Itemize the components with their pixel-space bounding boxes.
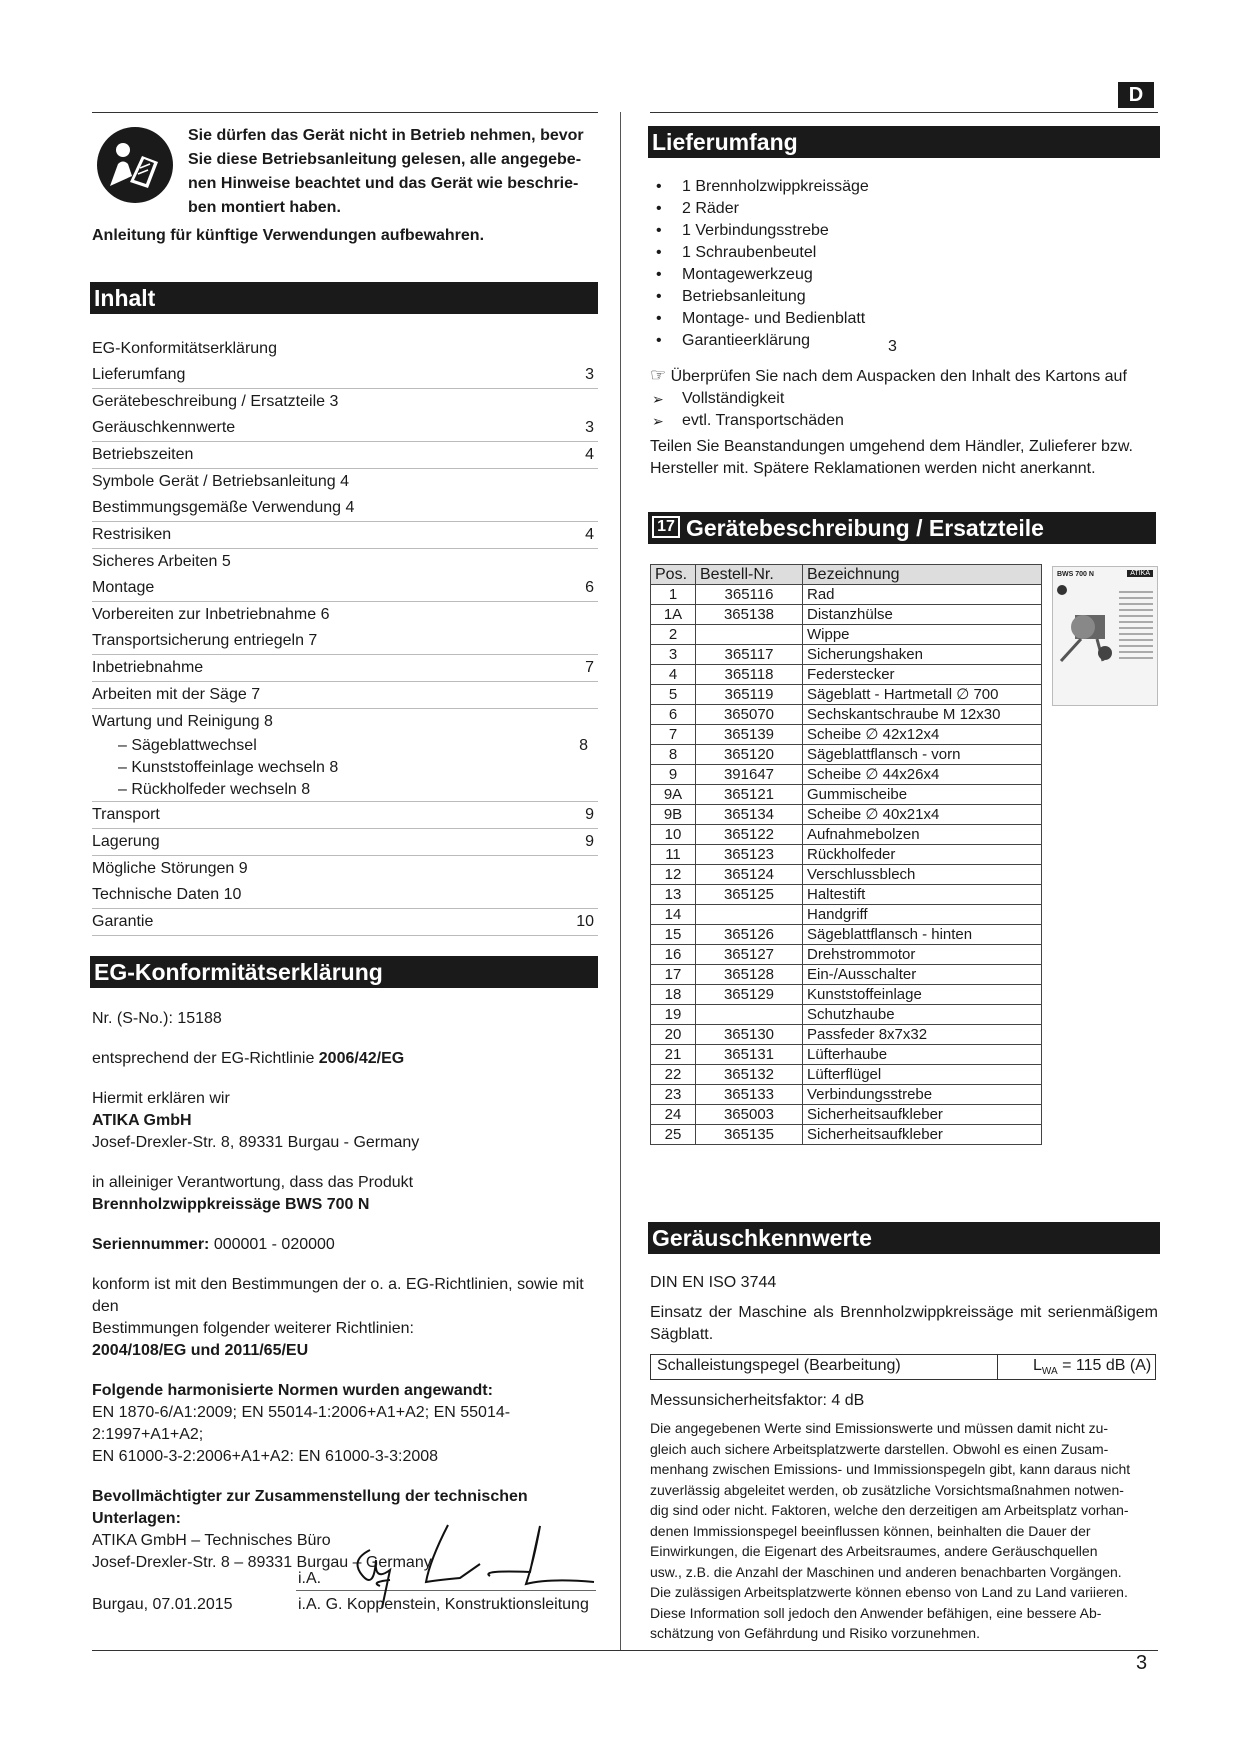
table-row: [651, 585, 1042, 605]
cell-order-no: 365121: [696, 785, 803, 805]
cell-description: Lüfterflügel: [803, 1065, 1042, 1085]
cell-pos: 17: [651, 965, 696, 985]
cell-order-no: [696, 625, 803, 645]
table-row: [651, 765, 1042, 785]
list-item: • Montagewerkzeug: [650, 264, 1130, 286]
bottom-rule: [92, 1650, 1158, 1651]
para-line: Die angegebenen Werte sind Emissionswerte und müssen damit nicht zu-: [650, 1420, 1109, 1436]
list-item: • Betriebsanleitung: [650, 286, 1130, 308]
toc-sub-item[interactable]: [92, 779, 598, 802]
cell-description: Scheibe ∅ 44x26x4: [803, 765, 1042, 785]
column-header-pos: Pos.: [651, 565, 696, 585]
noise-usage-line: Einsatz der Maschine als Brennholzwippkreissäge mit serienmäßigem: [650, 1304, 1158, 1321]
cell-order-no: 365138: [696, 605, 803, 625]
page-number: 3: [1136, 1652, 1148, 1674]
section-heading-lieferumfang: Lieferumfang: [648, 126, 1160, 158]
cell-order-no: 365123: [696, 845, 803, 865]
toc-page: 3: [585, 366, 594, 383]
cell-description: Kunststoffeinlage: [803, 985, 1042, 1005]
authorized-line: ATIKA GmbH – Technisches Büro: [92, 1532, 331, 1549]
toc-item[interactable]: [92, 829, 598, 856]
cell-pos: 3: [651, 645, 696, 665]
toc-label: Transportsicherung entriegeln 7: [92, 632, 318, 649]
table-row: [651, 965, 1042, 985]
declaration-nr: Nr. (S-No.): 15188: [92, 1010, 222, 1027]
noise-usage-line: Sägblatt.: [650, 1326, 714, 1343]
saw-illustration-icon: [1057, 605, 1117, 665]
cell-description: Sechskantschraube M 12x30: [803, 705, 1042, 725]
check-list: [650, 388, 1130, 432]
declaration-intro: Hiermit erklären wir: [92, 1090, 230, 1107]
cell-order-no: 365122: [696, 825, 803, 845]
toc-label: Arbeiten mit der Säge 7: [92, 686, 261, 703]
declaration-body: [92, 1008, 612, 1574]
table-row: [651, 845, 1042, 865]
table-of-contents: [92, 336, 598, 936]
cell-pos: 25: [651, 1125, 696, 1145]
list-item: • 2 Räder: [650, 198, 1130, 220]
table-row: [651, 825, 1042, 845]
check-text: Überprüfen Sie nach dem Auspacken den Inhalt des Kartons auf: [670, 368, 1127, 385]
toc-page: 7: [585, 659, 594, 676]
warning-line: Sie dürfen das Gerät nicht in Betrieb nehmen, bevor: [188, 127, 584, 144]
cell-description: Gummischeibe: [803, 785, 1042, 805]
para-line: gleich auch sichere Arbeitsplatzwerte darstellen. Obwohl es einen Zusam-: [650, 1440, 1109, 1457]
toc-label: Garantie: [92, 913, 154, 930]
thumbnail-text-lines: [1119, 587, 1153, 663]
list-item: • 1 Brennholzwippkreissäge: [650, 176, 1130, 198]
cell-pos: 23: [651, 1085, 696, 1105]
cell-description: Verschlussblech: [803, 865, 1042, 885]
section-title-text: Gerätebeschreibung / Ersatzteile: [686, 515, 1044, 541]
keep-instructions: Anleitung für künftige Verwendungen aufbewahren.: [92, 227, 485, 244]
noise-norm: DIN EN ISO 3744: [650, 1274, 777, 1291]
cell-description: Distanzhülse: [803, 605, 1042, 625]
value-text: = 115 dB (A): [1057, 1357, 1152, 1374]
cell-order-no: 365070: [696, 705, 803, 725]
check-item: ➢ Vollständigkeit: [650, 388, 1130, 410]
toc-page: 4: [585, 526, 594, 543]
thumbnail-brand: ATIKA: [1127, 570, 1153, 577]
cell-pos: 9: [651, 765, 696, 785]
toc-label: Bestimmungsgemäße Verwendung 4: [92, 499, 355, 516]
cell-pos: 20: [651, 1025, 696, 1045]
cell-description: Sägeblattflansch - vorn: [803, 745, 1042, 765]
standards-line: EN 1870-6/A1:2009; EN 55014-1:2006+A1+A2; EN 55014-2:1997+A1+A2;: [92, 1404, 511, 1443]
cell-order-no: 365139: [696, 725, 803, 745]
table-row: [651, 685, 1042, 705]
toc-item[interactable]: [92, 709, 598, 735]
read-manual-icon: [96, 126, 174, 204]
language-badge: D: [1118, 82, 1154, 108]
cell-description: Federstecker: [803, 665, 1042, 685]
cell-description: Sägeblatt - Hartmetall ∅ 700: [803, 685, 1042, 705]
toc-label: Lagerung: [92, 833, 160, 850]
table-row: [651, 1045, 1042, 1065]
section-heading-konformitaet: EG-Konformitätserklärung: [90, 956, 598, 988]
table-row: [651, 745, 1042, 765]
cell-order-no: 365116: [696, 585, 803, 605]
toc-page: 10: [576, 913, 594, 930]
section-heading-geraeusch: Geräuschkennwerte: [648, 1222, 1160, 1254]
para-line: zuverlässig abgeleitet werden, ob zusätzliche Vorsichtsmaßnahmen notwen-: [650, 1481, 1124, 1498]
cell-pos: 8: [651, 745, 696, 765]
complaints-note: [650, 436, 1158, 480]
table-row: [651, 805, 1042, 825]
toc-item[interactable]: [92, 655, 598, 682]
toc-item[interactable]: [92, 856, 598, 882]
cell-order-no: 365131: [696, 1045, 803, 1065]
figure-number-badge: 17: [652, 516, 680, 538]
table-row: [651, 725, 1042, 745]
table-row: [651, 905, 1042, 925]
cell-pos: 10: [651, 825, 696, 845]
para-line: usw., z.B. die Anzahl der Maschinen und anderen benachbarten Vorgängen.: [650, 1563, 1122, 1580]
thumbnail-model: BWS 700 N: [1057, 571, 1094, 578]
stray-page-number: 3: [888, 338, 897, 355]
cell-order-no: 365003: [696, 1105, 803, 1125]
warning-line: Sie diese Betriebsanleitung gelesen, alle angegebe-: [188, 151, 582, 168]
noise-intro: [650, 1272, 1158, 1346]
toc-item[interactable]: [92, 389, 598, 415]
cell-order-no: 365126: [696, 925, 803, 945]
serial-value: 000001 - 020000: [209, 1236, 335, 1253]
authorized-title: Bevollmächtigter zur Zusammenstellung der technischen Unterlagen:: [92, 1488, 528, 1527]
cell-description: Passfeder 8x7x32: [803, 1025, 1042, 1045]
cell-description: Scheibe ∅ 42x12x4: [803, 725, 1042, 745]
company-name: ATIKA GmbH: [92, 1112, 192, 1129]
cell-description: Sicherheitsaufkleber: [803, 1105, 1042, 1125]
para-line: dig sind oder nicht. Faktoren, welche den derzeitigen am Arbeitsplatz vorhan-: [650, 1502, 1129, 1518]
declaration-responsibility: in alleiniger Verantwortung, dass das Produkt: [92, 1174, 414, 1191]
cell-description: Verbindungsstrebe: [803, 1085, 1042, 1105]
toc-label: Sicheres Arbeiten 5: [92, 553, 231, 570]
warning-line: ben montiert haben.: [188, 199, 341, 216]
list-item: • 1 Verbindungsstrebe: [650, 220, 1130, 242]
cell-order-no: 365120: [696, 745, 803, 765]
table-row: [651, 1025, 1042, 1045]
cell-description: Aufnahmebolzen: [803, 825, 1042, 845]
table-row: [651, 625, 1042, 645]
table-header-row: [651, 565, 1042, 585]
table-row: [651, 705, 1042, 725]
cell-pos: 24: [651, 1105, 696, 1125]
cell-description: Wippe: [803, 625, 1042, 645]
toc-item[interactable]: [92, 495, 598, 522]
toc-page: 4: [585, 446, 594, 463]
warning-line: nen Hinweise beachtet und das Gerät wie beschrie-: [188, 175, 579, 192]
cell-description: Sicherheitsaufkleber: [803, 1125, 1042, 1145]
toc-item[interactable]: [92, 575, 598, 602]
top-rule-left: [92, 112, 598, 113]
table-row: [651, 1005, 1042, 1025]
toc-label: Montage: [92, 579, 155, 596]
cell-pos: 7: [651, 725, 696, 745]
standards-line: EN 61000-3-2:2006+A1+A2: EN 61000-3-3:2008: [92, 1448, 439, 1465]
para-line: denen Immissionspegel beeinflussen können, beinhalten die Dauer der: [650, 1522, 1091, 1539]
toc-sub-item[interactable]: [92, 757, 598, 779]
toc-page: 8: [579, 737, 588, 754]
cell-description: Rad: [803, 585, 1042, 605]
cell-description: Sägeblattflansch - hinten: [803, 925, 1042, 945]
signer-name: i.A. G. Koppenstein, Konstruktionsleitung: [298, 1596, 589, 1613]
table-row: [651, 785, 1042, 805]
column-header-order-no: Bestell-Nr.: [696, 565, 803, 585]
cell-description: Haltestift: [803, 885, 1042, 905]
list-item: • 1 Schraubenbeutel: [650, 242, 1130, 264]
toc-label: Technische Daten 10: [92, 886, 242, 903]
cell-order-no: 365127: [696, 945, 803, 965]
table-row: [651, 1105, 1042, 1125]
table-row: [651, 605, 1042, 625]
para-line: Einwirkungen, die Eigenart des Arbeitsraumes, andere Geräuschquellen: [650, 1543, 1098, 1559]
cell-pos: 4: [651, 665, 696, 685]
table-row: [651, 945, 1042, 965]
cell-description: Sicherungshaken: [803, 645, 1042, 665]
conformity-line: konform ist mit den Bestimmungen der o. a. EG-Richtlinien, sowie mit den: [92, 1276, 584, 1315]
toc-item[interactable]: [92, 628, 598, 655]
table-row: [651, 1085, 1042, 1105]
list-item: • Montage- und Bedienblatt: [650, 308, 1130, 330]
table-row: [651, 665, 1042, 685]
directive-value: 2006/42/EG: [318, 1050, 405, 1067]
toc-label: Lieferumfang: [92, 366, 186, 383]
toc-item[interactable]: [92, 882, 598, 909]
top-rule-right: [650, 112, 1158, 113]
parts-table: [650, 564, 1042, 1145]
toc-label: – Sägeblattwechsel: [118, 737, 257, 754]
check-contents: [650, 364, 1158, 388]
toc-label: EG-Konformitätserklärung: [92, 340, 277, 357]
cell-pos: 2: [651, 625, 696, 645]
thumbnail-warning-icon: [1057, 585, 1067, 595]
serial-number: [92, 1234, 612, 1256]
toc-item[interactable]: [92, 909, 598, 936]
column-separator: [620, 112, 621, 1650]
cell-pos: 19: [651, 1005, 696, 1025]
value-subscript: WA: [1041, 1366, 1058, 1378]
table-row: [651, 1125, 1042, 1145]
toc-item[interactable]: [92, 522, 598, 549]
cell-order-no: 365132: [696, 1065, 803, 1085]
table-row: [651, 985, 1042, 1005]
company-address: Josef-Drexler-Str. 8, 89331 Burgau - Germany: [92, 1134, 420, 1151]
cell-order-no: 365130: [696, 1025, 803, 1045]
product-name: Brennholzwippkreissäge BWS 700 N: [92, 1196, 370, 1213]
toc-item[interactable]: [92, 682, 598, 709]
cell-order-no: 365125: [696, 885, 803, 905]
cell-order-no: 365134: [696, 805, 803, 825]
cell-order-no: 365118: [696, 665, 803, 685]
cell-pos: 21: [651, 1045, 696, 1065]
serial-label: Seriennummer:: [92, 1236, 210, 1253]
cell-pos: 15: [651, 925, 696, 945]
toc-label: Geräuschkennwerte: [92, 419, 236, 436]
authorized-line: Josef-Drexler-Str. 8 – 89331 Burgau – Germany: [92, 1554, 432, 1571]
toc-sub-item[interactable]: [92, 735, 598, 757]
toc-label: Symbole Gerät / Betriebsanleitung 4: [92, 473, 350, 490]
toc-item[interactable]: [92, 336, 598, 362]
toc-label: Vorbereiten zur Inbetriebnahme 6: [92, 606, 330, 623]
section-heading-geraet: [648, 512, 1156, 544]
toc-page: 9: [585, 806, 594, 823]
table-row: [651, 885, 1042, 905]
noise-table-divider: [997, 1355, 998, 1379]
cell-pos: 16: [651, 945, 696, 965]
manual-thumbnail: [1052, 566, 1158, 706]
cell-description: Scheibe ∅ 40x21x4: [803, 805, 1042, 825]
column-header-description: Bezeichnung: [803, 565, 1042, 585]
cell-order-no: 365135: [696, 1125, 803, 1145]
toc-label: – Kunststoffeinlage wechseln 8: [118, 759, 339, 776]
cell-order-no: 365119: [696, 685, 803, 705]
place-date: Burgau, 07.01.2015: [92, 1596, 233, 1613]
cell-pos: 9B: [651, 805, 696, 825]
note-line: Teilen Sie Beanstandungen umgehend dem Händler, Zulieferer bzw.: [650, 438, 1133, 455]
para-line: Die zulässigen Arbeitsplatzwerte können ebenso von Land zu Land variieren.: [650, 1584, 1128, 1600]
further-directives: 2004/108/EG und 2011/65/EU: [92, 1342, 309, 1359]
cell-order-no: 391647: [696, 765, 803, 785]
parts-table-body: [651, 585, 1042, 1145]
toc-label: Restrisiken: [92, 526, 172, 543]
cell-description: Rückholfeder: [803, 845, 1042, 865]
toc-label: Betriebszeiten: [92, 446, 194, 463]
cell-pos: 9A: [651, 785, 696, 805]
toc-label: Wartung und Reinigung 8: [92, 713, 273, 730]
cell-order-no: [696, 1005, 803, 1025]
table-row: [651, 865, 1042, 885]
toc-item[interactable]: [92, 442, 598, 469]
section-heading-inhalt: Inhalt: [90, 282, 598, 314]
toc-label: – Rückholfeder wechseln 8: [118, 781, 311, 798]
pointing-hand-icon: ☞: [650, 365, 667, 385]
signature-ia: i.A.: [298, 1570, 322, 1587]
table-row: [651, 645, 1042, 665]
toc-label: Gerätebeschreibung / Ersatzteile 3: [92, 393, 339, 410]
noise-table-label: Schalleistungspegel (Bearbeitung): [657, 1357, 901, 1374]
para-line: Diese Information soll jedoch den Anwender befähigen, eine bessere Ab-: [650, 1604, 1102, 1621]
noise-explanation: [650, 1418, 1156, 1644]
cell-pos: 6: [651, 705, 696, 725]
toc-item[interactable]: [92, 802, 598, 829]
cell-order-no: 365129: [696, 985, 803, 1005]
toc-page: 9: [585, 833, 594, 850]
cell-description: Handgriff: [803, 905, 1042, 925]
directive-prefix: entsprechend der EG-Richtlinie: [92, 1050, 319, 1067]
warning-text: [188, 124, 608, 220]
toc-label: Inbetriebnahme: [92, 659, 204, 676]
toc-label: Mögliche Störungen 9: [92, 860, 248, 877]
cell-description: Lüfterhaube: [803, 1045, 1042, 1065]
cell-description: Ein-/Ausschalter: [803, 965, 1042, 985]
para-line: schätzung von Gefährdung und Risiko vorzunehmen.: [650, 1625, 980, 1641]
declaration-directive: [92, 1048, 612, 1070]
uncertainty-factor: Messunsicherheitsfaktor: 4 dB: [650, 1392, 865, 1409]
cell-pos: 22: [651, 1065, 696, 1085]
cell-description: Schutzhaube: [803, 1005, 1042, 1025]
toc-page: 6: [585, 579, 594, 596]
cell-order-no: 365124: [696, 865, 803, 885]
toc-item[interactable]: [92, 602, 598, 628]
para-line: menhang zwischen Emissions- und Immissionspegeln gibt, kann daraus nicht: [650, 1461, 1131, 1477]
noise-table: [650, 1354, 1156, 1380]
cell-pos: 11: [651, 845, 696, 865]
cell-pos: 12: [651, 865, 696, 885]
table-row: [651, 1065, 1042, 1085]
table-row: [651, 925, 1042, 945]
cell-description: Drehstrommotor: [803, 945, 1042, 965]
cell-pos: 13: [651, 885, 696, 905]
cell-pos: 1A: [651, 605, 696, 625]
cell-pos: 18: [651, 985, 696, 1005]
cell-pos: 14: [651, 905, 696, 925]
toc-item[interactable]: [92, 549, 598, 575]
toc-item[interactable]: [92, 362, 598, 389]
cell-order-no: 365133: [696, 1085, 803, 1105]
list-item: • Garantieerklärung: [650, 330, 1130, 352]
toc-item[interactable]: [92, 415, 598, 442]
cell-order-no: 365117: [696, 645, 803, 665]
cell-order-no: [696, 905, 803, 925]
cell-order-no: 365128: [696, 965, 803, 985]
cell-pos: 5: [651, 685, 696, 705]
cell-pos: 1: [651, 585, 696, 605]
noise-table-value: [1033, 1357, 1151, 1377]
toc-label: Transport: [92, 806, 160, 823]
delivery-list: [650, 176, 1130, 352]
value-symbol: L: [1033, 1357, 1042, 1374]
conformity-line: Bestimmungen folgender weiterer Richtlinien:: [92, 1320, 414, 1337]
note-line: Hersteller mit. Spätere Reklamationen werden nicht anerkannt.: [650, 460, 1096, 477]
check-item: ➢ evtl. Transportschäden: [650, 410, 1130, 432]
standards-title: Folgende harmonisierte Normen wurden angewandt:: [92, 1382, 493, 1399]
toc-item[interactable]: [92, 469, 598, 495]
toc-page: 3: [585, 419, 594, 436]
